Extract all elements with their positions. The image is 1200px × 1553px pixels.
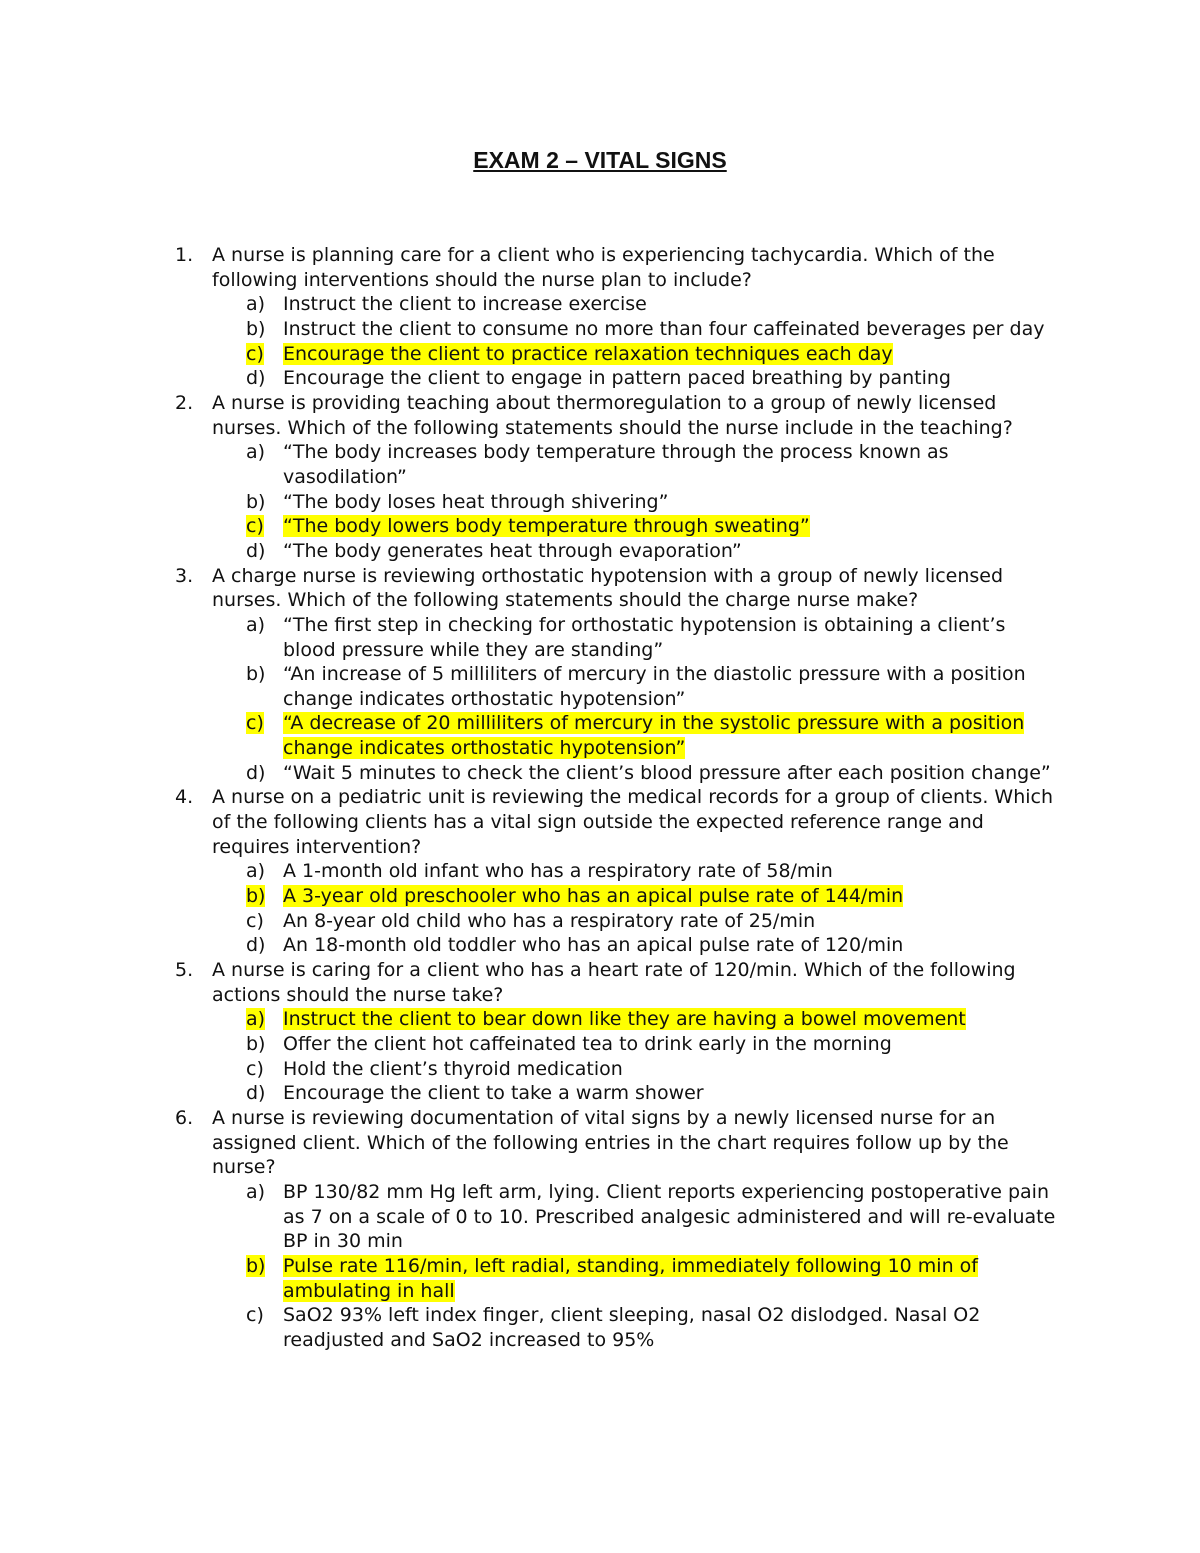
option-letter-label: d) — [246, 539, 266, 562]
option-letter — [246, 539, 265, 564]
option-letter — [246, 440, 265, 465]
question-number: 3. — [175, 564, 194, 587]
option-letter-label: d) — [246, 934, 266, 957]
option-letter-label: a) — [246, 1180, 266, 1203]
answer-option-d — [0, 539, 1200, 564]
option-text: Offer the client hot caffeinated tea to drink early in the morning — [283, 1033, 892, 1055]
option-letter — [246, 761, 265, 786]
option-text: Encourage the client to take a warm shower — [283, 1082, 704, 1105]
question-1 — [0, 243, 1200, 391]
option-text-block — [283, 440, 1058, 489]
option-letter-label: d) — [246, 761, 266, 784]
option-text-block — [283, 662, 1058, 711]
option-letter — [246, 1032, 265, 1057]
option-text: “The body loses heat through shivering” — [283, 490, 669, 513]
option-letter — [246, 909, 264, 934]
question-3 — [0, 564, 1200, 786]
exam-title: EXAM 2 – VITAL SIGNS — [473, 147, 727, 173]
option-letter — [246, 884, 265, 909]
option-letter-label: c) — [246, 712, 264, 735]
answer-option-b — [0, 884, 1200, 909]
question-4 — [0, 785, 1200, 958]
option-letter-label: d) — [246, 367, 266, 390]
option-text-block — [283, 761, 1058, 786]
option-letter-label: a) — [246, 293, 266, 316]
question-text: A nurse is caring for a client who has a heart rate of 120/min. Which of the following actions should the nurse take? — [212, 959, 1016, 1006]
question-6 — [0, 1106, 1200, 1353]
question-number: 1. — [175, 244, 194, 266]
answer-option-d — [0, 761, 1200, 786]
question-number: 5. — [175, 959, 194, 982]
option-letter — [246, 342, 264, 367]
option-text-block — [283, 859, 1058, 884]
option-text-block — [283, 1303, 1058, 1352]
question-text: A nurse is planning care for a client who is experiencing tachycardia. Which of the following interventions should the nurse plan to include? — [212, 244, 995, 291]
option-text-block — [283, 1007, 1058, 1032]
option-text-block — [283, 317, 1058, 342]
option-text-block — [283, 292, 1058, 317]
answer-option-b — [0, 662, 1200, 711]
option-letter-label: c) — [246, 1304, 264, 1327]
option-letter — [246, 292, 265, 317]
option-letter — [246, 366, 265, 391]
highlighted-answer-text: Encourage the client to practice relaxation techniques each day — [283, 342, 893, 365]
option-text: An 8-year old child who has a respiratory rate of 25/min — [283, 909, 816, 932]
answer-option-a — [0, 1007, 1200, 1032]
option-letter — [246, 490, 265, 515]
option-text-block — [283, 514, 1058, 539]
question-list — [0, 243, 1200, 1353]
option-letter — [246, 613, 265, 638]
answer-option-c — [0, 1303, 1200, 1352]
answer-option-b — [0, 490, 1200, 515]
question-text: A charge nurse is reviewing orthostatic hypotension with a group of newly licensed nurses. Which of the following statements should the charge nurse make? — [212, 564, 1004, 612]
question-text: A nurse is reviewing documentation of vital signs by a newly licensed nurse for an assigned client. Which of the following entries in the chart requires follow up by the nurse? — [212, 1106, 1009, 1179]
option-letter — [246, 1081, 265, 1106]
answer-option-a — [0, 440, 1200, 489]
answer-option-c — [0, 514, 1200, 539]
option-text: “An increase of 5 milliliters of mercury in the diastolic pressure with a position change indicates orthostatic hypotension” — [283, 663, 1026, 710]
question-2 — [0, 391, 1200, 564]
option-text: A 1-month old infant who has a respiratory rate of 58/min — [283, 860, 833, 883]
option-letter-label: a) — [246, 441, 266, 464]
option-letter — [246, 662, 265, 687]
option-letter — [246, 1180, 265, 1205]
option-letter-label: a) — [246, 860, 266, 883]
option-text: “The first step in checking for orthostatic hypotension is obtaining a client’s blood pressure while they are standing” — [283, 613, 1006, 661]
answer-option-b — [0, 317, 1200, 342]
option-letter-label: b) — [246, 317, 266, 340]
option-text: An 18-month old toddler who has an apical pulse rate of 120/min — [283, 934, 904, 957]
answer-option-b — [0, 1032, 1200, 1057]
option-text: “The body generates heat through evaporation” — [283, 539, 742, 562]
option-letter-label: c) — [246, 909, 264, 932]
option-text: Hold the client’s thyroid medication — [283, 1057, 623, 1080]
option-letter-label: b) — [246, 885, 266, 908]
option-text-block — [283, 1180, 1058, 1254]
answer-option-c — [0, 711, 1200, 760]
question-number: 2. — [175, 391, 194, 414]
option-letter — [246, 1007, 265, 1032]
highlighted-answer-text: Instruct the client to bear down like they are having a bowel movement — [283, 1008, 966, 1031]
question-number: 4. — [175, 786, 194, 809]
highlighted-answer-text: “The body lowers body temperature through sweating” — [283, 515, 810, 538]
option-letter-label: d) — [246, 1082, 266, 1105]
question-5 — [0, 958, 1200, 1106]
option-text-block — [283, 1081, 1058, 1106]
question-number: 6. — [175, 1106, 194, 1129]
option-letter-label: b) — [246, 663, 266, 686]
option-text-block — [283, 884, 1058, 909]
option-text: Instruct the client to increase exercise — [283, 293, 647, 316]
option-letter — [246, 514, 264, 539]
option-letter — [246, 1057, 264, 1082]
option-text-block — [283, 342, 1058, 367]
answer-option-d — [0, 1081, 1200, 1106]
answer-option-c — [0, 909, 1200, 934]
option-letter — [246, 933, 265, 958]
question-text: A nurse is providing teaching about thermoregulation to a group of newly licensed nurses. Which of the following statements should the nurse include in the teaching? — [212, 391, 1013, 439]
option-text-block — [283, 933, 1058, 958]
highlighted-answer-text: Pulse rate 116/min, left radial, standing, immediately following 10 min of ambulating in hall — [283, 1254, 978, 1302]
option-letter — [246, 859, 265, 884]
highlighted-answer-text: A 3-year old preschooler who has an apical pulse rate of 144/min — [283, 885, 904, 908]
answer-option-d — [0, 366, 1200, 391]
option-text-block — [283, 366, 1058, 391]
option-letter — [246, 1303, 264, 1328]
option-text-block — [283, 1057, 1058, 1082]
option-text: Instruct the client to consume no more than four caffeinated beverages per day — [283, 317, 1045, 340]
option-text-block — [283, 1254, 1058, 1303]
option-text: “The body increases body temperature through the process known as vasodilation” — [283, 441, 949, 488]
option-letter-label: c) — [246, 515, 264, 538]
option-text-block — [283, 613, 1058, 662]
answer-option-b — [0, 1254, 1200, 1303]
option-text-block — [283, 1032, 1058, 1057]
option-letter-label: c) — [246, 1057, 264, 1080]
option-text-block — [283, 490, 1058, 515]
answer-option-a — [0, 613, 1200, 662]
option-letter-label: c) — [246, 342, 264, 365]
option-letter-label: b) — [246, 1033, 266, 1055]
option-letter-label: b) — [246, 1254, 266, 1277]
option-letter-label: a) — [246, 1008, 266, 1031]
option-letter — [246, 711, 264, 736]
option-text: “Wait 5 minutes to check the client’s blood pressure after each position change” — [283, 761, 1051, 784]
option-letter-label: b) — [246, 490, 266, 513]
option-text-block — [283, 711, 1058, 760]
answer-option-a — [0, 859, 1200, 884]
answer-option-c — [0, 342, 1200, 367]
option-text-block — [283, 909, 1058, 934]
option-text: BP 130/82 mm Hg left arm, lying. Client reports experiencing postoperative pain as 7 on a scale of 0 to 10. Prescribed analgesic administered and will re-evaluate BP in 30 min — [283, 1180, 1056, 1253]
answer-option-a — [0, 292, 1200, 317]
answer-option-a — [0, 1180, 1200, 1254]
option-text: SaO2 93% left index finger, client sleeping, nasal O2 dislodged. Nasal O2 readjusted and SaO2 increased to 95% — [283, 1304, 981, 1351]
option-letter — [246, 1254, 265, 1279]
option-text-block — [283, 539, 1058, 564]
option-letter-label: a) — [246, 613, 266, 636]
option-text: Encourage the client to engage in pattern paced breathing by panting — [283, 367, 951, 390]
answer-option-d — [0, 933, 1200, 958]
highlighted-answer-text: “A decrease of 20 milliliters of mercury in the systolic pressure with a position change indicates orthostatic hypotension” — [283, 712, 1025, 760]
answer-option-c — [0, 1057, 1200, 1082]
option-letter — [246, 317, 265, 342]
question-text: A nurse on a pediatric unit is reviewing the medical records for a group of clients. Which of the following clients has a vital sign outside the expected reference range and requires intervention? — [212, 786, 1054, 858]
